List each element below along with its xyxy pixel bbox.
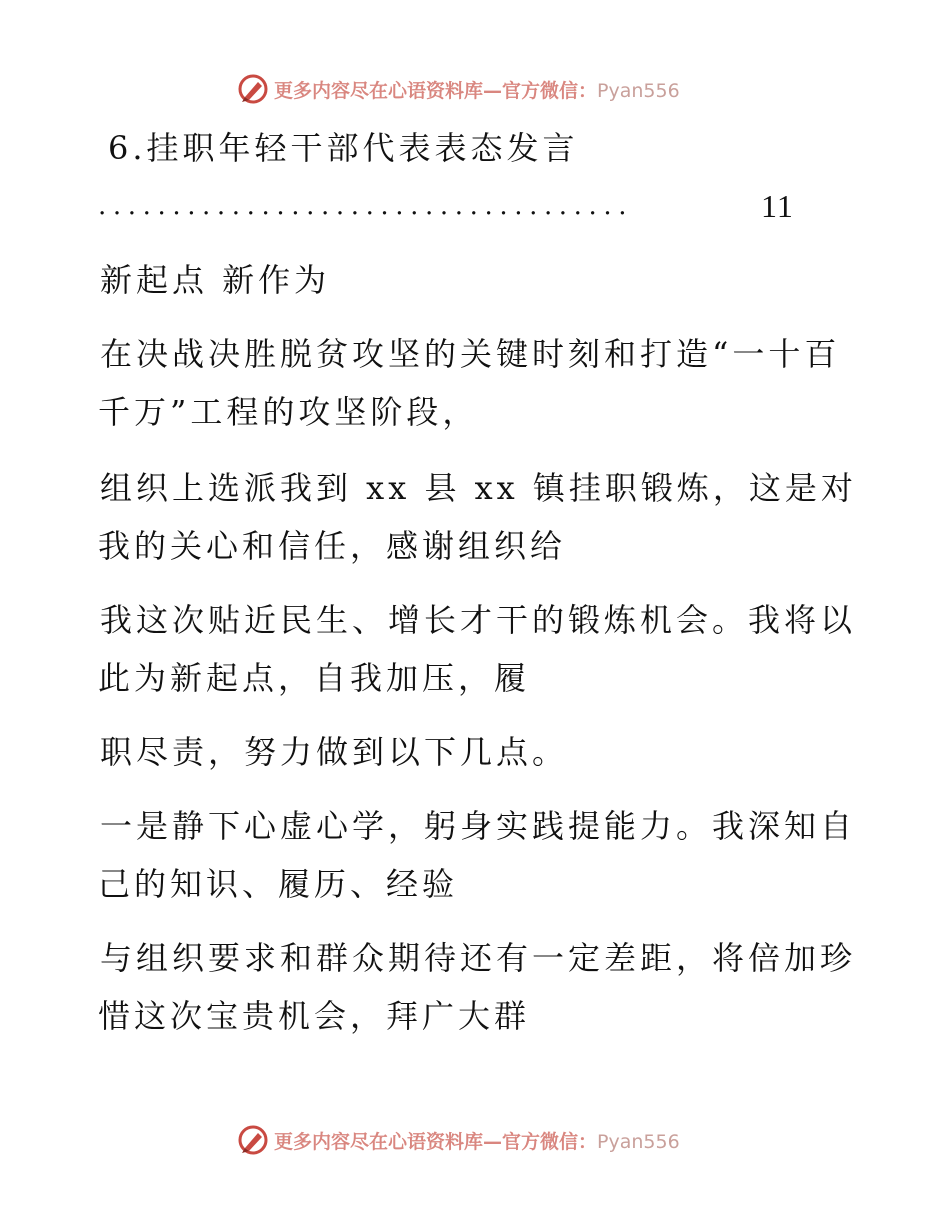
footer-watermark — [236, 1123, 680, 1157]
toc-leader-row — [98, 186, 798, 226]
body-line: 我这次贴近民生、增长才干的锻炼机会。我将以 — [100, 601, 857, 639]
body-line: 组织上选派我到 xx 县 xx 镇挂职锻炼，这是对 — [100, 469, 857, 507]
toc-leader-dots: .................................... — [98, 191, 634, 221]
toc-entry-title: 6.挂职年轻干部代表表态发言 — [108, 129, 579, 167]
heading-line: 新起点 新作为 — [100, 261, 331, 299]
body-line: 我的关心和信任，感谢组织给 — [98, 527, 567, 565]
body-line: 惜这次宝贵机会，拜广大群 — [98, 997, 531, 1035]
pen-logo-icon — [236, 72, 270, 106]
header-watermark — [236, 72, 680, 106]
watermark-text: 更多内容尽在心语资料库—官方微信：Pyan556 — [274, 1130, 680, 1153]
body-line: 千万”工程的攻坚阶段， — [98, 393, 479, 431]
body-line: 在决战决胜脱贫攻坚的关键时刻和打造“一十百 — [100, 335, 841, 373]
body-line: 己的知识、履历、经验 — [98, 865, 459, 903]
body-line: 与组织要求和群众期待还有一定差距，将倍加珍 — [100, 939, 857, 977]
pen-logo-icon — [236, 1123, 270, 1157]
toc-page-number: 11 — [761, 188, 794, 224]
watermark-text: 更多内容尽在心语资料库—官方微信：Pyan556 — [274, 79, 680, 102]
body-line: 一是静下心虚心学，躬身实践提能力。我深知自 — [100, 807, 857, 845]
body-line: 此为新起点，自我加压，履 — [98, 659, 531, 697]
body-line: 职尽责，努力做到以下几点。 — [100, 733, 569, 771]
